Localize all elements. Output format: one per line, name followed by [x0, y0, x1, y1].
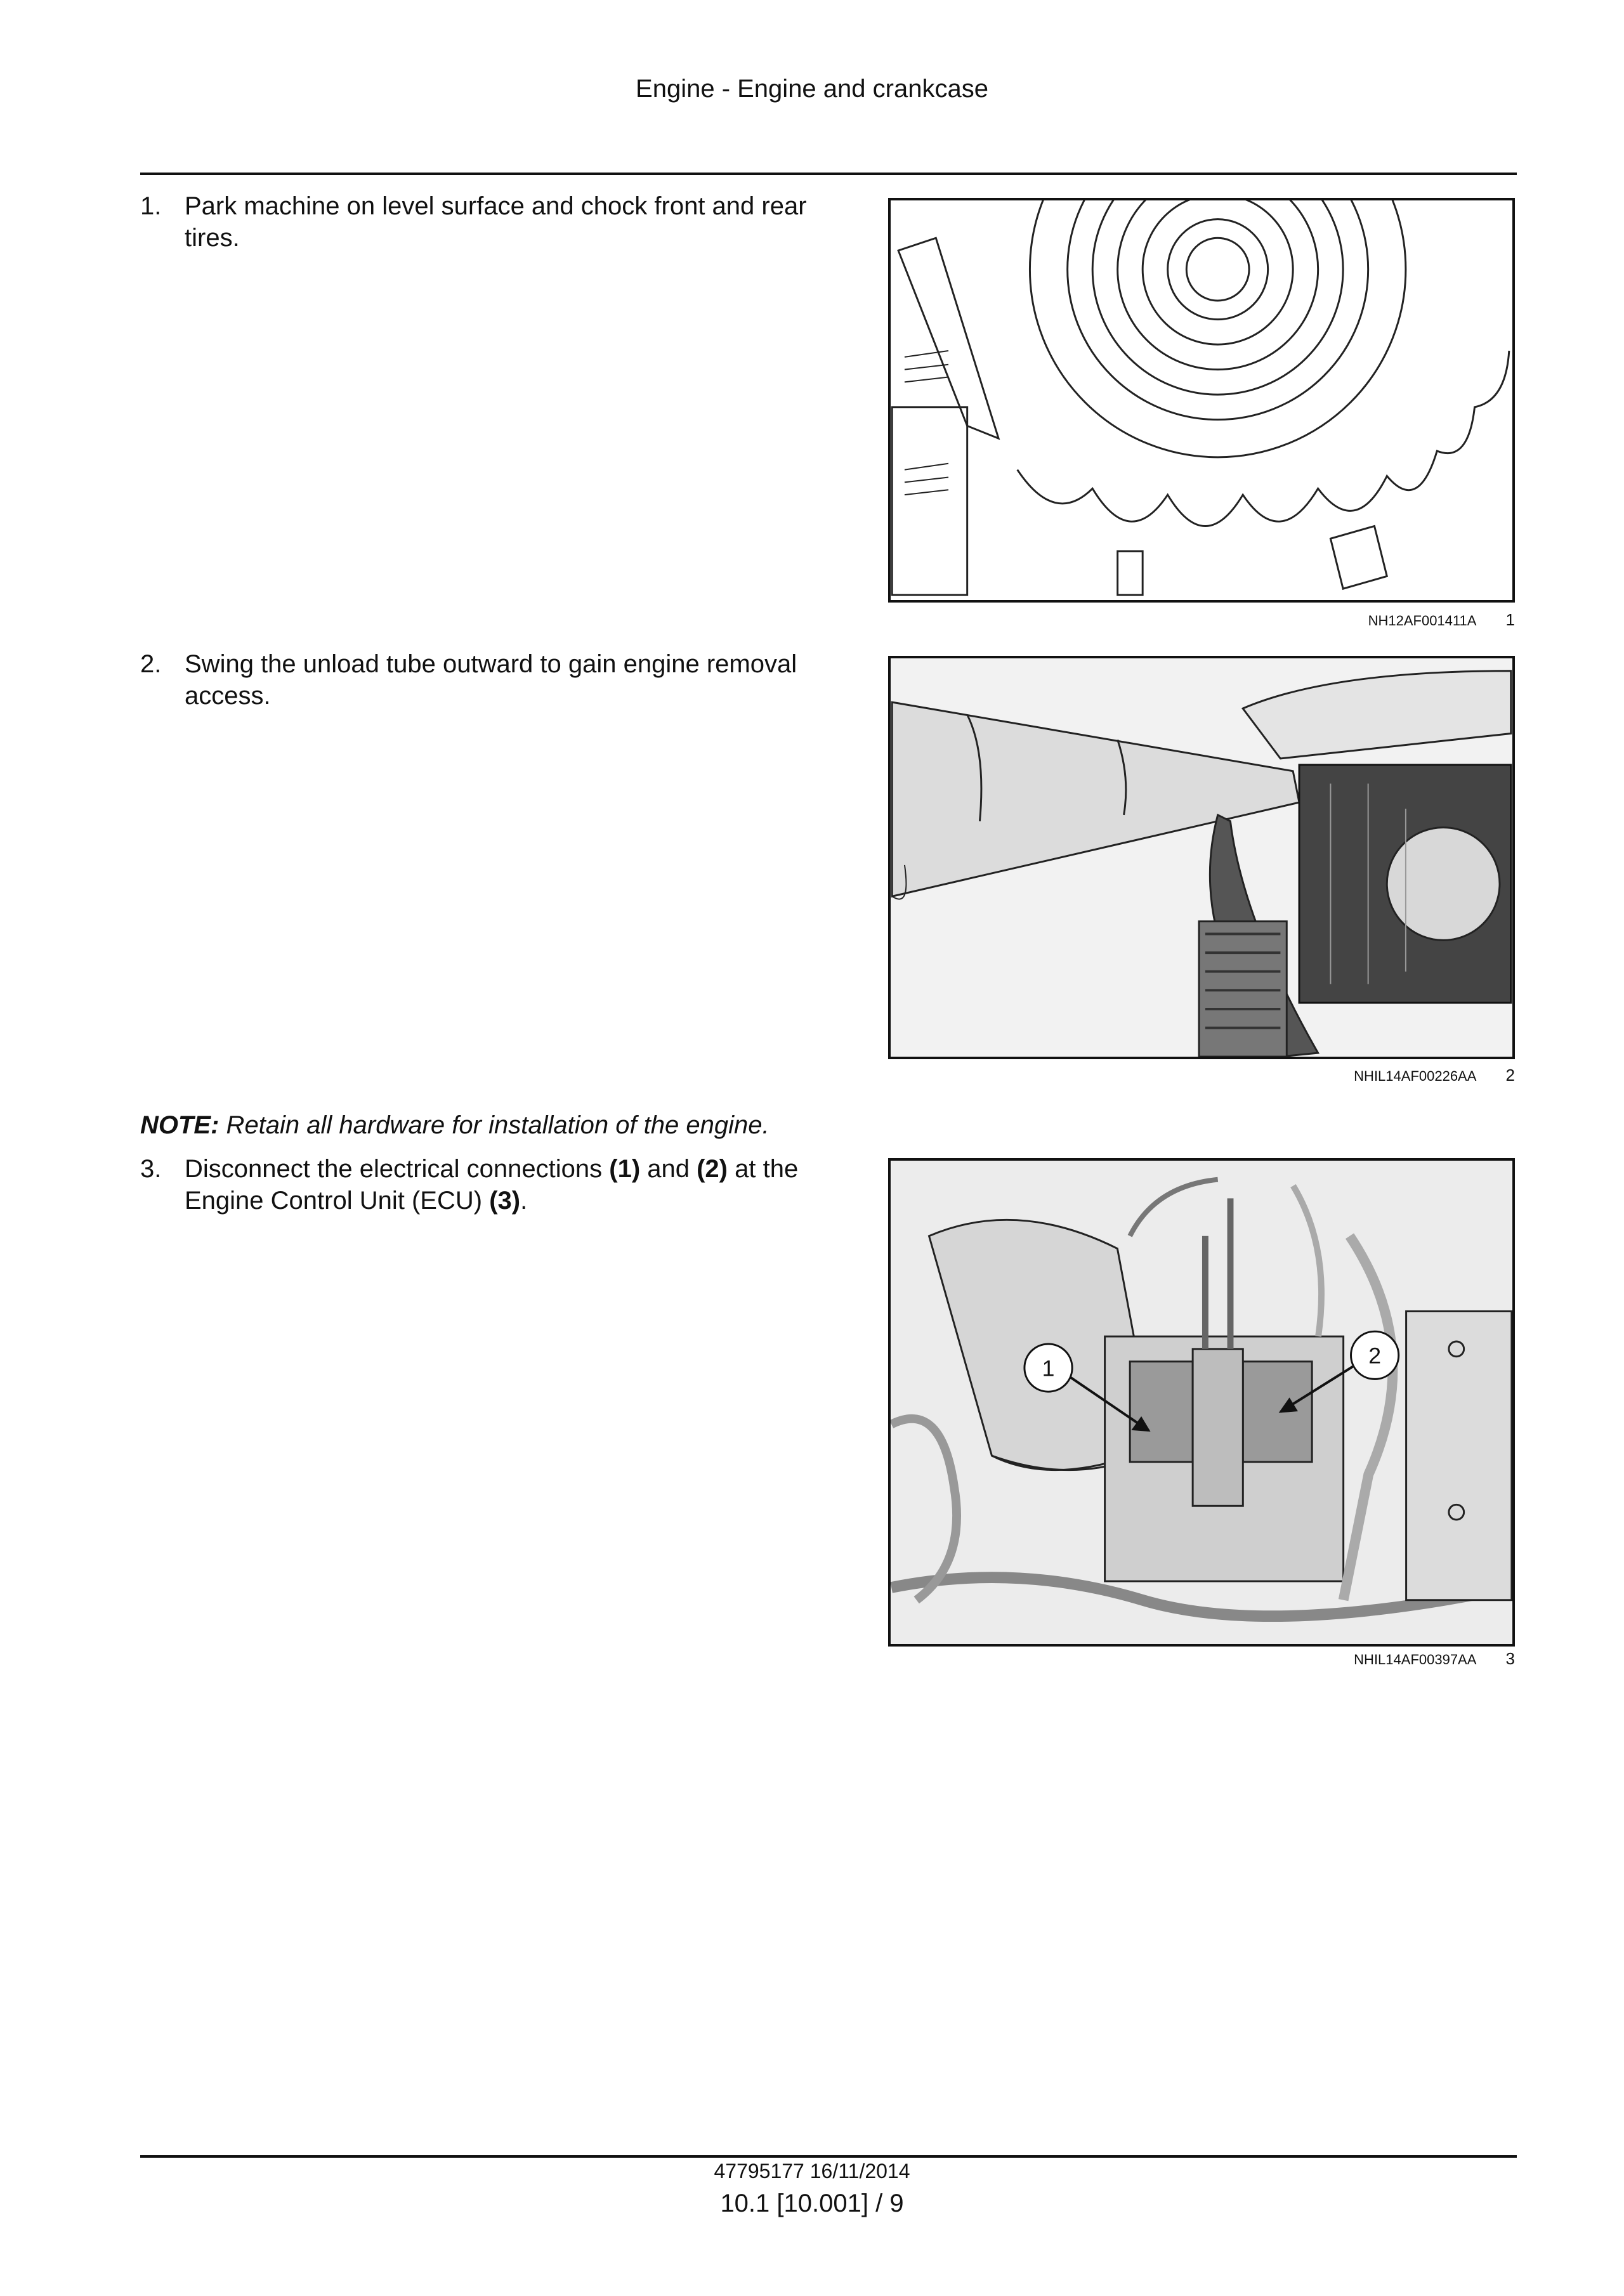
- figure-number: 2: [1505, 1066, 1515, 1085]
- figure-number: 3: [1505, 1649, 1515, 1668]
- figure-number: 1: [1505, 610, 1515, 629]
- step-1: [140, 190, 857, 254]
- figure-code: NH12AF001411A: [1368, 613, 1477, 629]
- figure-1-caption: [888, 610, 1515, 630]
- figure-2-unload-tube: [888, 656, 1515, 1059]
- callout-1-label: 1: [1042, 1355, 1055, 1381]
- figure-code: NHIL14AF00226AA: [1354, 1068, 1477, 1084]
- footer-doc-code: 47795177 16/11/2014: [714, 2160, 910, 2182]
- step-number: 1.: [140, 192, 162, 220]
- note: [140, 1111, 857, 1140]
- step-2: [140, 648, 857, 712]
- step-text: Disconnect the electrical connections (1) and (2) at the Engine Control Unit (ECU) (3).: [185, 1155, 799, 1215]
- step-3: [140, 1153, 857, 1216]
- figure-1-tire-chock: [888, 198, 1515, 603]
- note-label: NOTE:: [140, 1111, 219, 1139]
- step-number: 2.: [140, 650, 162, 678]
- footer-page-number: 10.1 [10.001] / 9: [720, 2189, 904, 2217]
- footer-rule: [140, 2155, 1517, 2158]
- callout-2-label: 2: [1368, 1343, 1382, 1369]
- note-text: Retain all hardware for installation of the engine.: [219, 1111, 769, 1139]
- step-number: 3.: [140, 1155, 162, 1183]
- step-text: Swing the unload tube outward to gain engine removal access.: [185, 650, 797, 710]
- header-rule: [140, 173, 1517, 175]
- figure-2-caption: [888, 1066, 1515, 1085]
- page-header-title: Engine - Engine and crankcase: [636, 75, 988, 103]
- step-text: Park machine on level surface and chock front and rear tires.: [185, 192, 807, 252]
- figure-3-caption: [888, 1649, 1515, 1669]
- figure-3-ecu-connections: [888, 1158, 1515, 1647]
- figure-code: NHIL14AF00397AA: [1354, 1652, 1477, 1667]
